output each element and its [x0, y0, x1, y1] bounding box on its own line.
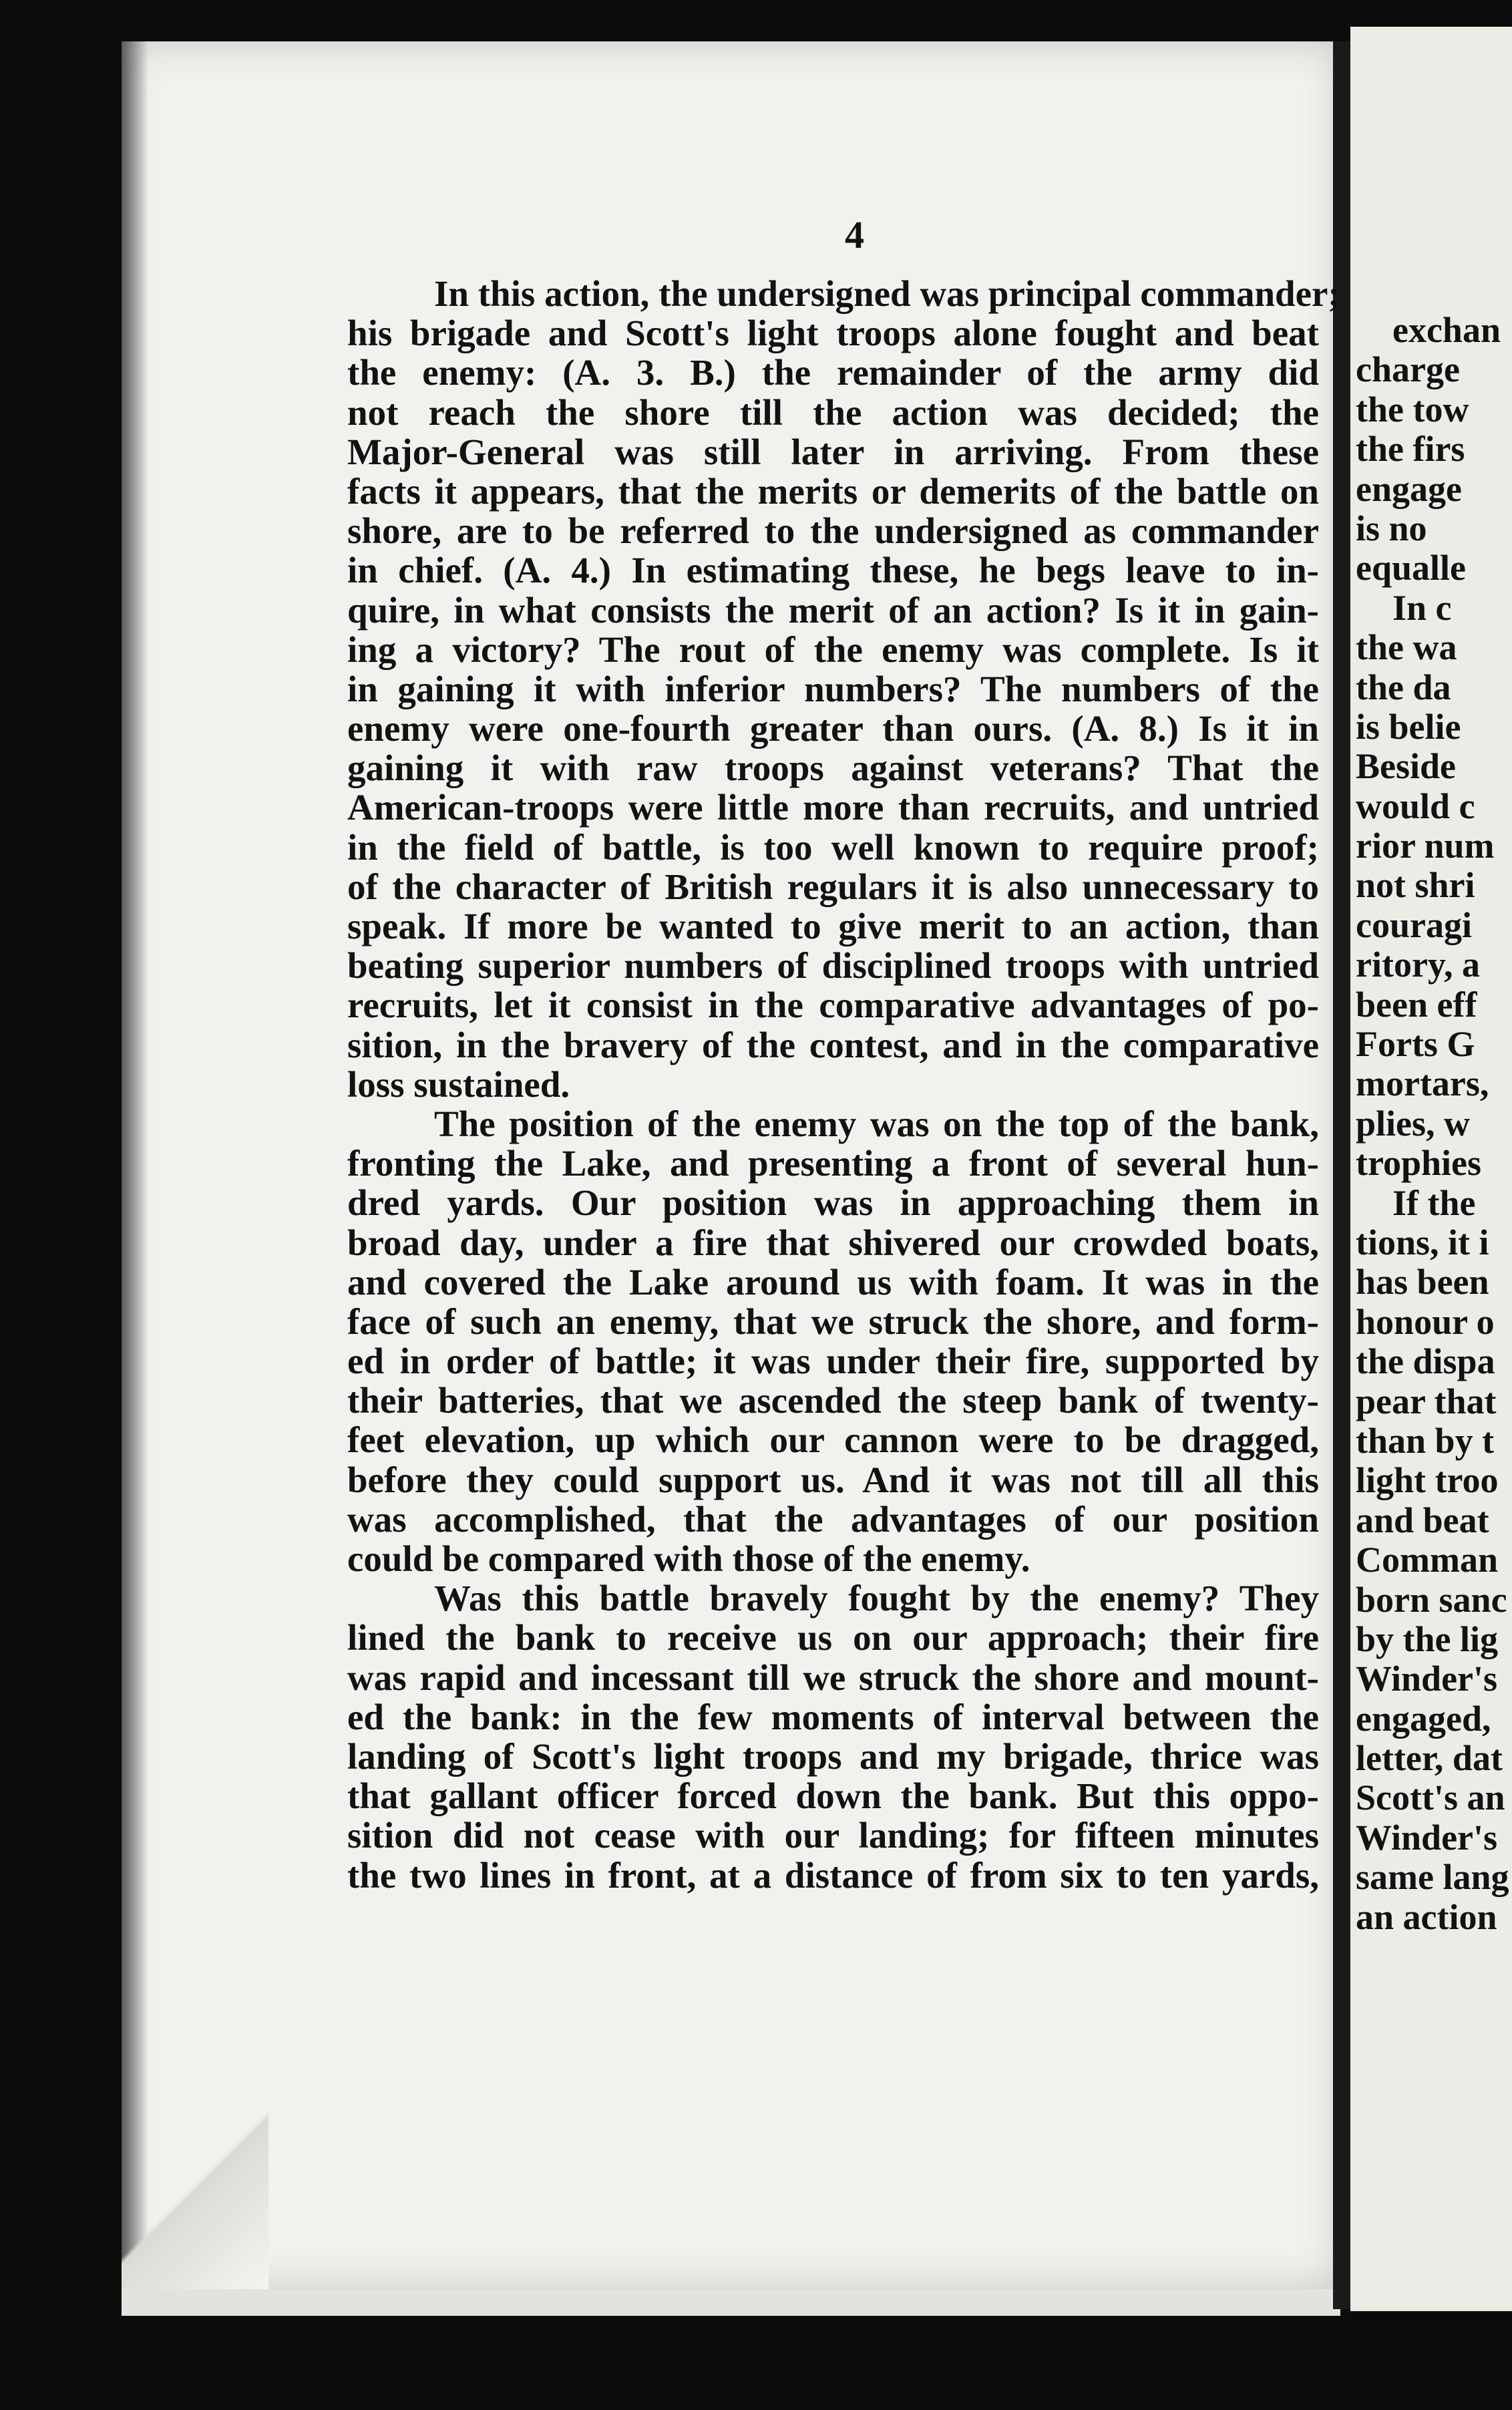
text-line: sition, in the bravery of the contest, and in the comparative [347, 1024, 1319, 1065]
text-line: facts it appears, that the merits or demerits of the battle on [347, 470, 1319, 512]
text-line: ed the bank: in the few moments of interval between the [347, 1696, 1319, 1737]
text-line: in the field of battle, is too well known to require proof; [347, 826, 1319, 868]
cropped-text-line: letter, dat [1356, 1738, 1503, 1779]
text-line: face of such an enemy, that we struck the shore, and form- [347, 1301, 1319, 1342]
cropped-text-line: by the lig [1356, 1618, 1499, 1659]
text-line: not reach the shore till the action was decided; the [347, 391, 1319, 433]
text-line: lined the bank to receive us on our approach; their fire [347, 1617, 1319, 1659]
text-line: could be compared with those of the enemy. [347, 1538, 1030, 1579]
text-line: Major-General was still later in arriving. From these [347, 431, 1319, 472]
text-line: their batteries, that we ascended the steep bank of twenty- [347, 1380, 1319, 1421]
cropped-text-line: the da [1356, 667, 1451, 707]
cropped-text-line: Winder's [1356, 1659, 1498, 1699]
page-bottom-edge [122, 2289, 1340, 2316]
cropped-text-line: pear that [1356, 1381, 1497, 1421]
cropped-text-line: an action [1356, 1896, 1497, 1937]
cropped-text-line: trophies [1356, 1143, 1482, 1184]
cropped-text-line: engaged, [1356, 1698, 1491, 1739]
cropped-text-line: equalle [1356, 548, 1467, 588]
text-line: Was this battle bravely fought by the enemy? They [434, 1578, 1319, 1619]
text-line: The position of the enemy was on the top of the bank, [434, 1103, 1319, 1144]
cropped-text-line: Forts G [1356, 1024, 1475, 1065]
page-edge-shadow [122, 41, 148, 2289]
text-line: before they could support us. And it was not till all this [347, 1459, 1319, 1500]
text-line: ed in order of battle; it was under their fire, supported by [347, 1341, 1319, 1382]
text-line: his brigade and Scott's light troops alone fought and beat [347, 313, 1319, 354]
cropped-text-line: honour o [1356, 1301, 1495, 1342]
text-line: recruits, let it consist in the comparative advantages of po- [347, 985, 1319, 1026]
cropped-text-line: ritory, a [1356, 944, 1480, 985]
cropped-text-line: light troo [1356, 1460, 1499, 1501]
cropped-text-line: not shri [1356, 865, 1475, 906]
cropped-text-line: has been [1356, 1262, 1489, 1303]
text-line: in chief. (A. 4.) In estimating these, he begs leave to in- [347, 550, 1319, 591]
text-line: beating superior numbers of disciplined troops with untried [347, 945, 1319, 987]
text-line: was accomplished, that the advantages of our position [347, 1498, 1319, 1540]
text-line: and covered the Lake around us with foam. It was in the [347, 1261, 1319, 1303]
cropped-text-line: engage [1356, 468, 1462, 509]
cropped-text-line: In c [1392, 587, 1452, 628]
text-line: loss sustained. [347, 1063, 570, 1105]
cropped-text-line: and beat [1356, 1500, 1489, 1540]
text-line: the two lines in front, at a distance of from six to ten yards, [347, 1854, 1319, 1896]
text-line: gaining it with raw troops against veterans? That the [347, 747, 1319, 789]
left-text-column [347, 273, 1340, 1896]
cropped-text-line: the wa [1356, 627, 1457, 668]
text-line: was rapid and incessant till we struck the shore and mount- [347, 1657, 1319, 1698]
cropped-text-line: If the [1392, 1182, 1476, 1223]
cropped-text-line: than by t [1356, 1420, 1495, 1461]
page-number: 4 [845, 213, 864, 256]
cropped-text-line: been eff [1356, 984, 1477, 1025]
text-line: ing a victory? The rout of the enemy was complete. Is it [347, 629, 1319, 670]
text-line: in gaining it with inferior numbers? The numbers of the [347, 668, 1319, 709]
cropped-text-line: same lang [1356, 1857, 1509, 1898]
cropped-text-line: Beside [1356, 746, 1457, 787]
right-text-column-cropped [1356, 311, 1512, 1937]
text-line: In this action, the undersigned was principal commander; [434, 273, 1340, 314]
cropped-text-line: the tow [1356, 389, 1469, 429]
cropped-text-line: would c [1356, 786, 1475, 826]
text-line: enemy were one-fourth greater than ours. (A. 8.) Is it in [347, 708, 1319, 749]
text-line: quire, in what consists the merit of an action? Is it in gain- [347, 589, 1319, 631]
cropped-text-line: is no [1356, 508, 1427, 548]
text-line: American-troops were little more than recruits, and untried [347, 787, 1319, 828]
text-line: speak. If more be wanted to give merit to an action, than [347, 906, 1319, 946]
text-line: fronting the Lake, and presenting a front of several hun- [347, 1143, 1319, 1184]
cropped-text-line: tions, it i [1356, 1222, 1489, 1262]
text-line: of the character of British regulars it is also unnecessary to [347, 866, 1319, 907]
text-line: broad day, under a fire that shivered our crowded boats, [347, 1222, 1319, 1263]
cropped-text-line: the dispa [1356, 1341, 1495, 1382]
cropped-text-line: exchan [1392, 310, 1501, 350]
text-line: sition did not cease with our landing; for fifteen minutes [347, 1815, 1319, 1856]
cropped-text-line: charge [1356, 349, 1460, 390]
book-gutter [1333, 41, 1350, 2309]
cropped-text-line: is belie [1356, 706, 1461, 747]
page-corner-fold [122, 2091, 268, 2291]
cropped-text-line: Comman [1356, 1540, 1498, 1580]
text-line: that gallant officer forced down the bank. But this oppo- [347, 1775, 1319, 1817]
cropped-text-line: mortars, [1356, 1063, 1489, 1104]
cropped-text-line: Scott's an [1356, 1777, 1505, 1818]
cropped-text-line: couragi [1356, 904, 1472, 945]
cropped-text-line: born sanc [1356, 1579, 1507, 1620]
cropped-text-line: rior num [1356, 826, 1495, 866]
cropped-text-line: Winder's [1356, 1817, 1498, 1858]
cropped-text-line: plies, w [1356, 1103, 1471, 1144]
text-line: landing of Scott's light troops and my brigade, thrice was [347, 1735, 1319, 1777]
text-line: dred yards. Our position was in approaching them in [347, 1182, 1319, 1224]
cropped-text-line: the firs [1356, 429, 1465, 470]
text-line: the enemy: (A. 3. B.) the remainder of the army did [347, 352, 1319, 393]
text-line: shore, are to be referred to the undersigned as commander [347, 510, 1319, 552]
text-line: feet elevation, up which our cannon were to be dragged, [347, 1419, 1319, 1461]
